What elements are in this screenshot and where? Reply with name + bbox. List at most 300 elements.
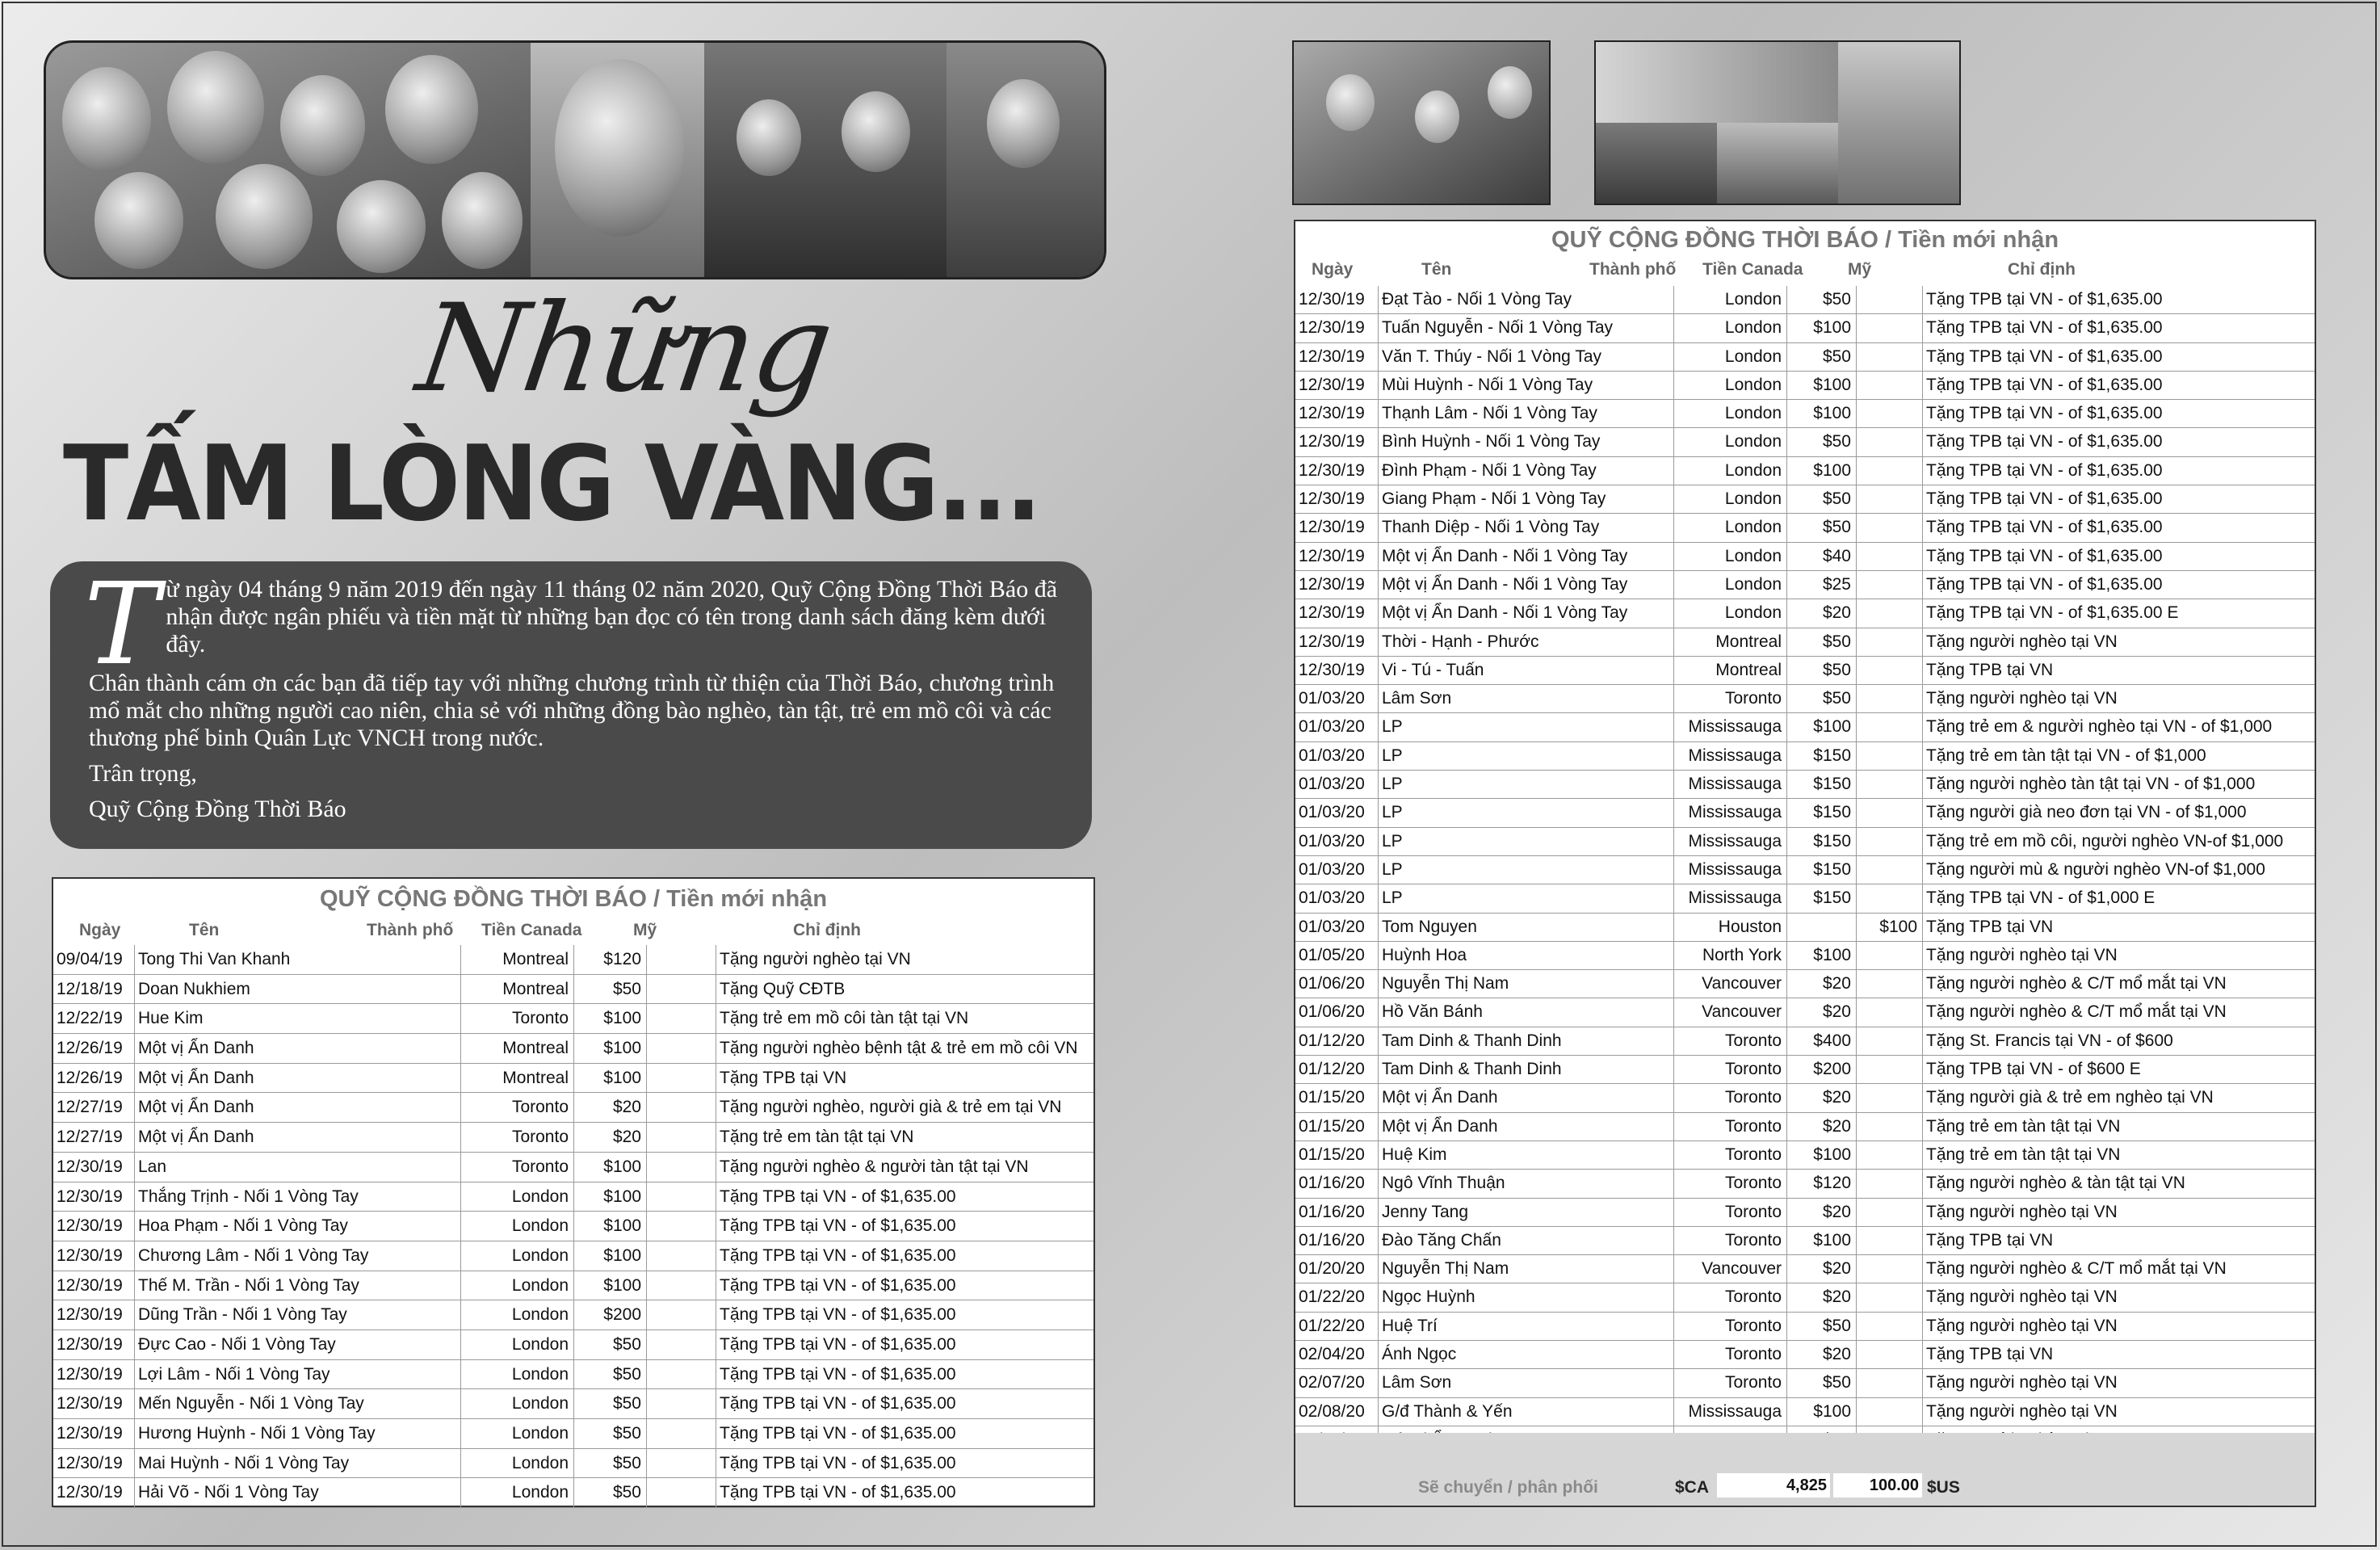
cell-note: Tặng TPB tại VN - of $1,635.00 [1922, 400, 2313, 427]
cell-cad: $50 [1786, 628, 1856, 656]
cell-note: Tặng Quỹ CĐTB [716, 975, 1093, 1004]
cell-note: Tặng TPB tại VN [1922, 1341, 2313, 1368]
cell-name: Lâm Sơn [1378, 685, 1673, 712]
cell-name: Doan Nukhiem [134, 975, 460, 1004]
cell-date: 12/30/19 [1299, 518, 1365, 537]
cell-date: 12/30/19 [1299, 546, 1365, 565]
cell-name: Tam Dinh & Thanh Dinh [1378, 1027, 1673, 1055]
cell-usd [646, 1419, 716, 1448]
cell-city: Toronto [1673, 1056, 1786, 1083]
cell-name: Một vị Ẩn Danh [1378, 1113, 1673, 1140]
cell-name: Jenny Tang [1378, 1199, 1673, 1226]
cell-date: 12/30/19 [1299, 347, 1365, 366]
cell-usd [1856, 1113, 1922, 1140]
cell-note: Tặng TPB tại VN - of $1,635.00 [1922, 286, 2313, 313]
cell-date: 12/30/19 [1299, 660, 1365, 679]
cell-city: Montreal [460, 975, 573, 1004]
cell-cad: $20 [1786, 998, 1856, 1026]
cell-cad: $150 [1786, 828, 1856, 855]
cell-date: 09/04/19 [57, 950, 123, 968]
table-row [1295, 571, 2315, 599]
header-usd: Mỹ [633, 921, 657, 939]
cell-cad: $100 [1786, 942, 1856, 969]
cell-note: Tặng trẻ em tàn tật tại VN - of $1,000 [1922, 742, 2313, 770]
cell-city: Mississauga [1673, 1398, 1786, 1426]
cell-cad: $20 [1786, 1341, 1856, 1368]
cell-date: 12/27/19 [57, 1128, 123, 1147]
header-note: Chỉ định [2008, 260, 2076, 279]
cell-date: 12/18/19 [57, 979, 123, 998]
cell-note: Tặng người nghèo bệnh tật & trẻ em mồ côi VN [716, 1034, 1093, 1063]
table-row [1295, 1283, 2315, 1312]
cell-name: Mùi Huỳnh - Nối 1 Vòng Tay [1378, 372, 1673, 399]
cell-city: London [460, 1271, 573, 1300]
cell-usd [1856, 628, 1922, 656]
table-row [53, 1478, 1093, 1508]
cell-name: Đào Tăng Chấn [1378, 1227, 1673, 1254]
cell-usd [1856, 1141, 1922, 1169]
table-row [1295, 742, 2315, 771]
cell-date: 12/22/19 [57, 1009, 123, 1028]
header-city: Thành phố [1589, 260, 1677, 279]
cell-cad: $50 [1786, 657, 1856, 684]
cell-name: Huệ Trí [1378, 1313, 1673, 1340]
table-row [53, 1419, 1093, 1449]
cell-city: Mississauga [1673, 799, 1786, 826]
cell-date: 01/12/20 [1299, 1031, 1365, 1050]
table-row [1295, 856, 2315, 884]
cell-city: Mississauga [1673, 713, 1786, 741]
cell-usd [646, 1389, 716, 1418]
cell-name: Mến Nguyễn - Nối 1 Vòng Tay [134, 1389, 460, 1418]
cell-cad: $50 [573, 1360, 646, 1389]
cell-cad: $50 [573, 975, 646, 1004]
cell-cad: $50 [1786, 485, 1856, 513]
table-row [1295, 286, 2315, 314]
cell-city: London [1673, 514, 1786, 541]
cell-usd [646, 1123, 716, 1152]
table-row [53, 1241, 1093, 1271]
cell-cad: $20 [1786, 599, 1856, 627]
page-title: TẤM LÒNG VÀNG... [63, 424, 1040, 544]
cell-city: Toronto [1673, 1283, 1786, 1311]
intro-message [50, 561, 1092, 849]
cell-usd [646, 1153, 716, 1182]
cell-usd [1856, 457, 1922, 485]
cell-date: 01/03/20 [1299, 917, 1365, 936]
cell-cad: $50 [1786, 286, 1856, 313]
cell-note: Tặng TPB tại VN - of $1,635.00 [716, 1389, 1093, 1418]
cell-note: Tặng TPB tại VN - of $1,635.00 [716, 1212, 1093, 1241]
cell-date: 01/03/20 [1299, 803, 1365, 822]
cell-cad: $100 [1786, 1398, 1856, 1426]
cell-date: 12/30/19 [57, 1453, 123, 1472]
cell-name: Tom Nguyen [1378, 914, 1673, 941]
cell-city: Toronto [1673, 1170, 1786, 1197]
cell-cad: $100 [1786, 400, 1856, 427]
cell-date: 02/07/20 [1299, 1373, 1365, 1392]
cell-date: 01/15/20 [1299, 1088, 1365, 1107]
cell-cad: $20 [1786, 1199, 1856, 1226]
cell-date: 12/30/19 [1299, 574, 1365, 594]
cell-date: 12/26/19 [57, 1068, 123, 1087]
cell-usd [1856, 1255, 1922, 1283]
cell-usd [1856, 970, 1922, 998]
cell-date: 12/30/19 [57, 1157, 123, 1176]
cell-note: Tặng TPB tại VN - of $1,000 E [1922, 884, 2313, 912]
cell-cad: $50 [573, 1389, 646, 1418]
cell-date: 12/30/19 [1299, 460, 1365, 480]
cell-cad: $100 [1786, 457, 1856, 485]
cell-date: 12/26/19 [57, 1039, 123, 1058]
cell-name: Nguyễn Thị Nam [1378, 970, 1673, 998]
cell-cad: $50 [1786, 685, 1856, 712]
cell-note: Tặng TPB tại VN [1922, 914, 2313, 941]
cell-name: Văn T. Thúy - Nối 1 Vòng Tay [1378, 343, 1673, 371]
cell-name: Lan [134, 1153, 460, 1182]
cell-note: Tặng TPB tại VN - of $1,635.00 [716, 1419, 1093, 1448]
cell-usd [1856, 828, 1922, 855]
table-row [1295, 1113, 2315, 1141]
cell-note: Tặng TPB tại VN - of $1,635.00 [1922, 457, 2313, 485]
cell-city: Toronto [1673, 1227, 1786, 1254]
cell-date: 01/16/20 [1299, 1230, 1365, 1250]
cell-note: Tặng TPB tại VN - of $1,635.00 [716, 1241, 1093, 1271]
cell-city: London [1673, 599, 1786, 627]
cell-city: Toronto [1673, 1113, 1786, 1140]
table-row [53, 1182, 1093, 1212]
cell-name: Đực Cao - Nối 1 Vòng Tay [134, 1330, 460, 1359]
cell-usd [1856, 1341, 1922, 1368]
cell-usd [646, 1478, 716, 1507]
cell-cad: $120 [573, 945, 646, 974]
cell-name: Hương Huỳnh - Nối 1 Vòng Tay [134, 1419, 460, 1448]
table-row [1295, 942, 2315, 970]
cell-date: 12/30/19 [1299, 404, 1365, 423]
cell-city: Mississauga [1673, 884, 1786, 912]
table-row [1295, 314, 2315, 342]
cell-city: Mississauga [1673, 771, 1786, 798]
cell-city: Toronto [460, 1004, 573, 1033]
table-row [53, 975, 1093, 1005]
cell-note: Tặng người già neo đơn tại VN - of $1,000 [1922, 799, 2313, 826]
header-date: Ngày [1312, 260, 1354, 279]
cell-date: 01/22/20 [1299, 1287, 1365, 1307]
intro-paragraph-1: ừ ngày 04 tháng 9 năm 2019 đến ngày 11 tháng 02 năm 2020, Quỹ Cộng Đồng Thời Báo đã nhận được ngân phiếu và tiền mặt từ những bạn đọc có tên trong danh sách đăng kèm dưới đây. [166, 576, 1058, 657]
cell-cad: $100 [573, 1241, 646, 1271]
cell-usd [1856, 1056, 1922, 1083]
cell-date: 12/30/19 [57, 1216, 123, 1236]
table-row [53, 1300, 1093, 1330]
cell-city: Toronto [1673, 685, 1786, 712]
cell-date: 12/30/19 [57, 1245, 123, 1265]
table-row [1295, 884, 2315, 913]
cell-date: 01/16/20 [1299, 1174, 1365, 1193]
cell-date: 01/03/20 [1299, 689, 1365, 708]
cell-date: 01/12/20 [1299, 1060, 1365, 1079]
cell-date: 01/16/20 [1299, 1202, 1365, 1221]
cell-note: Tặng người nghèo tại VN [1922, 1283, 2313, 1311]
table-row [1295, 1170, 2315, 1198]
cell-note: Tặng người nghèo tại VN [1922, 685, 2313, 712]
header-note: Chỉ định [793, 921, 861, 939]
cell-usd [1856, 543, 1922, 570]
cell-city: Mississauga [1673, 828, 1786, 855]
cell-note: Tặng người nghèo tại VN [1922, 628, 2313, 656]
table-row [1295, 1027, 2315, 1056]
cell-note: Tặng TPB tại VN [716, 1064, 1093, 1093]
cell-note: Tặng TPB tại VN - of $1,635.00 [1922, 514, 2313, 541]
cell-name: Ánh Ngọc [1378, 1341, 1673, 1368]
cell-name: Một vị Ẩn Danh - Nối 1 Vòng Tay [1378, 571, 1673, 599]
cell-city: London [460, 1449, 573, 1478]
table-body [1295, 286, 2315, 1455]
cell-cad: $25 [1786, 571, 1856, 599]
cell-usd [646, 1064, 716, 1093]
cell-note: Tặng người mù & người nghèo VN-of $1,000 [1922, 856, 2313, 884]
photo-eye-surgery-collage [1594, 40, 1961, 205]
cell-note: Tặng TPB tại VN - of $1,635.00 [716, 1478, 1093, 1507]
usd-currency-label: $US [1927, 1478, 1960, 1497]
cell-usd [646, 1093, 716, 1122]
cell-cad: $50 [573, 1478, 646, 1507]
cell-city: Mississauga [1673, 742, 1786, 770]
cell-city: Montreal [460, 1034, 573, 1063]
cell-note: Tặng TPB tại VN - of $1,635.00 [716, 1182, 1093, 1212]
cell-cad: $100 [1786, 314, 1856, 342]
cell-date: 12/30/19 [57, 1364, 123, 1384]
table-row [1295, 998, 2315, 1027]
cell-name: LP [1378, 856, 1673, 884]
cell-name: Thạnh Lâm - Nối 1 Vòng Tay [1378, 400, 1673, 427]
table-row [1295, 1369, 2315, 1397]
cell-date: 01/03/20 [1299, 775, 1365, 794]
cell-name: Thanh Diệp - Nối 1 Vòng Tay [1378, 514, 1673, 541]
cell-date: 01/15/20 [1299, 1116, 1365, 1136]
table-body [53, 945, 1093, 1508]
cell-name: Hue Kim [134, 1004, 460, 1033]
table-row [1295, 713, 2315, 741]
table-row [1295, 599, 2315, 628]
table-row [53, 1449, 1093, 1479]
cell-note: Tặng trẻ em & người nghèo tại VN - of $1,000 [1922, 713, 2313, 741]
cell-city: Toronto [460, 1123, 573, 1152]
cell-cad: $50 [1786, 343, 1856, 371]
cell-usd [1856, 1313, 1922, 1340]
cell-city: Montreal [460, 1064, 573, 1093]
cell-usd [1856, 1027, 1922, 1055]
photo-elderly-women [704, 43, 947, 277]
cell-note: Tặng TPB tại VN - of $1,635.00 [1922, 543, 2313, 570]
photo-banner [44, 40, 1106, 279]
cell-note: Tặng trẻ em tàn tật tại VN [716, 1123, 1093, 1152]
cell-name: G/đ Thành & Yến [1378, 1398, 1673, 1426]
table-title: QUỸ CỘNG ĐỒNG THỜI BÁO / Tiền mới nhận [319, 886, 828, 912]
cell-city: London [460, 1419, 573, 1448]
cell-usd [1856, 942, 1922, 969]
donations-table-left [52, 877, 1095, 1507]
photo-elderly-man [947, 43, 1104, 277]
cell-city: London [1673, 428, 1786, 456]
cell-city: Toronto [1673, 1141, 1786, 1169]
cell-cad [1786, 914, 1856, 941]
cell-name: Đạt Tào - Nối 1 Vòng Tay [1378, 286, 1673, 313]
cell-cad: $20 [1786, 1084, 1856, 1111]
cell-usd [1856, 799, 1922, 826]
cell-usd [1856, 771, 1922, 798]
cell-usd [646, 1449, 716, 1478]
table-title: QUỸ CỘNG ĐỒNG THỜI BÁO / Tiền mới nhận [1551, 227, 2059, 253]
cell-note: Tặng TPB tại VN - of $1,635.00 [1922, 372, 2313, 399]
cell-city: Toronto [1673, 1199, 1786, 1226]
totals-bar [1295, 1433, 2315, 1506]
cell-city: London [1673, 571, 1786, 599]
cell-usd [646, 1182, 716, 1212]
cell-date: 01/15/20 [1299, 1145, 1365, 1164]
cell-usd [1856, 1369, 1922, 1397]
cell-date: 12/30/19 [57, 1187, 123, 1206]
cell-date: 12/30/19 [1299, 632, 1365, 651]
cell-usd: $100 [1856, 914, 1922, 941]
totals-label: Sẽ chuyển / phân phối [1418, 1478, 1598, 1497]
cell-city: Toronto [1673, 1341, 1786, 1368]
cell-city: London [460, 1330, 573, 1359]
cell-name: Thời - Hạnh - Phước [1378, 628, 1673, 656]
cell-cad: $50 [1786, 428, 1856, 456]
cell-city: Toronto [460, 1153, 573, 1182]
cell-usd [1856, 884, 1922, 912]
cell-usd [1856, 998, 1922, 1026]
cell-usd [1856, 685, 1922, 712]
cell-usd [646, 1034, 716, 1063]
cell-usd [1856, 314, 1922, 342]
cell-city: London [1673, 314, 1786, 342]
cell-cad: $100 [573, 1034, 646, 1063]
cell-name: Thắng Trịnh - Nối 1 Vòng Tay [134, 1182, 460, 1212]
cell-note: Tặng TPB tại VN - of $1,635.00 [1922, 343, 2313, 371]
cell-name: Huệ Kim [1378, 1141, 1673, 1169]
cell-name: Một vị Ẩn Danh [1378, 1084, 1673, 1111]
cell-cad: $120 [1786, 1170, 1856, 1197]
cell-note: Tặng trẻ em tàn tật tại VN [1922, 1141, 2313, 1169]
cell-usd [1856, 1227, 1922, 1254]
table-row [53, 1004, 1093, 1034]
cell-city: Montreal [1673, 657, 1786, 684]
cell-city: Vancouver [1673, 998, 1786, 1026]
cell-date: 12/30/19 [1299, 489, 1365, 509]
cell-name: Một vị Ẩn Danh - Nối 1 Vòng Tay [1378, 599, 1673, 627]
cell-city: Houston [1673, 914, 1786, 941]
header-date: Ngày [79, 921, 121, 939]
table-row [53, 1123, 1093, 1153]
cell-usd [646, 1300, 716, 1329]
table-row [1295, 1341, 2315, 1369]
cell-note: Tặng người nghèo & người tàn tật tại VN [716, 1153, 1093, 1182]
cell-note: Tặng TPB tại VN [1922, 657, 2313, 684]
cell-city: London [460, 1241, 573, 1271]
cell-cad: $150 [1786, 771, 1856, 798]
cell-date: 01/06/20 [1299, 974, 1365, 993]
cell-name: Mai Huỳnh - Nối 1 Vòng Tay [134, 1449, 460, 1478]
cell-name: Một vị Ẩn Danh [134, 1123, 460, 1152]
cell-cad: $100 [573, 1153, 646, 1182]
cell-cad: $50 [573, 1449, 646, 1478]
cell-date: 12/30/19 [1299, 432, 1365, 452]
cell-note: Tặng người nghèo tại VN [1922, 942, 2313, 969]
cell-date: 01/22/20 [1299, 1316, 1365, 1335]
cell-date: 12/30/19 [57, 1483, 123, 1502]
cell-name: Ngọc Huỳnh [1378, 1283, 1673, 1311]
cell-cad: $150 [1786, 799, 1856, 826]
table-row [53, 1034, 1093, 1064]
cell-name: LP [1378, 771, 1673, 798]
cell-note: Tặng trẻ em mồ côi tàn tật tại VN [716, 1004, 1093, 1033]
cell-usd [646, 1212, 716, 1241]
cell-note: Tặng người nghèo & C/T mổ mắt tại VN [1922, 998, 2313, 1026]
cell-cad: $100 [573, 1182, 646, 1212]
cell-note: Tặng TPB tại VN - of $1,635.00 [716, 1449, 1093, 1478]
cell-cad: $40 [1786, 543, 1856, 570]
cell-cad: $20 [1786, 970, 1856, 998]
table-row [1295, 372, 2315, 400]
cell-usd [1856, 599, 1922, 627]
cell-cad: $50 [573, 1330, 646, 1359]
table-row [1295, 1141, 2315, 1170]
cell-name: Tuấn Nguyễn - Nối 1 Vòng Tay [1378, 314, 1673, 342]
table-row [1295, 828, 2315, 856]
header-city: Thành phố [367, 921, 454, 939]
cell-city: Toronto [1673, 1313, 1786, 1340]
cell-name: Ngô Vĩnh Thuận [1378, 1170, 1673, 1197]
cell-city: North York [1673, 942, 1786, 969]
cell-note: Tặng TPB tại VN - of $1,635.00 E [1922, 599, 2313, 627]
cell-note: Tặng người nghèo tại VN [1922, 1398, 2313, 1426]
cell-city: London [460, 1212, 573, 1241]
cell-usd [646, 1241, 716, 1271]
cell-note: Tặng TPB tại VN - of $600 E [1922, 1056, 2313, 1083]
cell-date: 12/30/19 [57, 1305, 123, 1325]
cell-usd [1856, 1084, 1922, 1111]
cell-usd [1856, 713, 1922, 741]
cell-usd [1856, 1398, 1922, 1426]
drop-cap: T [84, 559, 160, 691]
table-row [1295, 1313, 2315, 1341]
cell-city: Toronto [1673, 1084, 1786, 1111]
cell-note: Tặng TPB tại VN - of $1,635.00 [1922, 428, 2313, 456]
cell-name: Giang Phạm - Nối 1 Vòng Tay [1378, 485, 1673, 513]
cell-note: Tặng người nghèo tàn tật tại VN - of $1,000 [1922, 771, 2313, 798]
table-row [1295, 657, 2315, 685]
cell-note: Tặng trẻ em tàn tật tại VN [1922, 1113, 2313, 1140]
cell-cad: $150 [1786, 856, 1856, 884]
cell-usd [646, 975, 716, 1004]
cell-usd [1856, 1170, 1922, 1197]
cell-city: London [1673, 343, 1786, 371]
cell-note: Tặng TPB tại VN - of $1,635.00 [1922, 571, 2313, 599]
cell-note: Tặng TPB tại VN - of $1,635.00 [716, 1271, 1093, 1300]
table-row [1295, 1398, 2315, 1426]
cell-city: London [460, 1300, 573, 1329]
cell-cad: $20 [1786, 1113, 1856, 1140]
cell-usd [1856, 428, 1922, 456]
cell-name: Tam Dinh & Thanh Dinh [1378, 1056, 1673, 1083]
cell-cad: $20 [1786, 1283, 1856, 1311]
cell-city: Vancouver [1673, 970, 1786, 998]
header-name: Tên [189, 921, 220, 939]
cell-name: Huỳnh Hoa [1378, 942, 1673, 969]
table-row [1295, 343, 2315, 372]
cell-name: Hoa Phạm - Nối 1 Vòng Tay [134, 1212, 460, 1241]
